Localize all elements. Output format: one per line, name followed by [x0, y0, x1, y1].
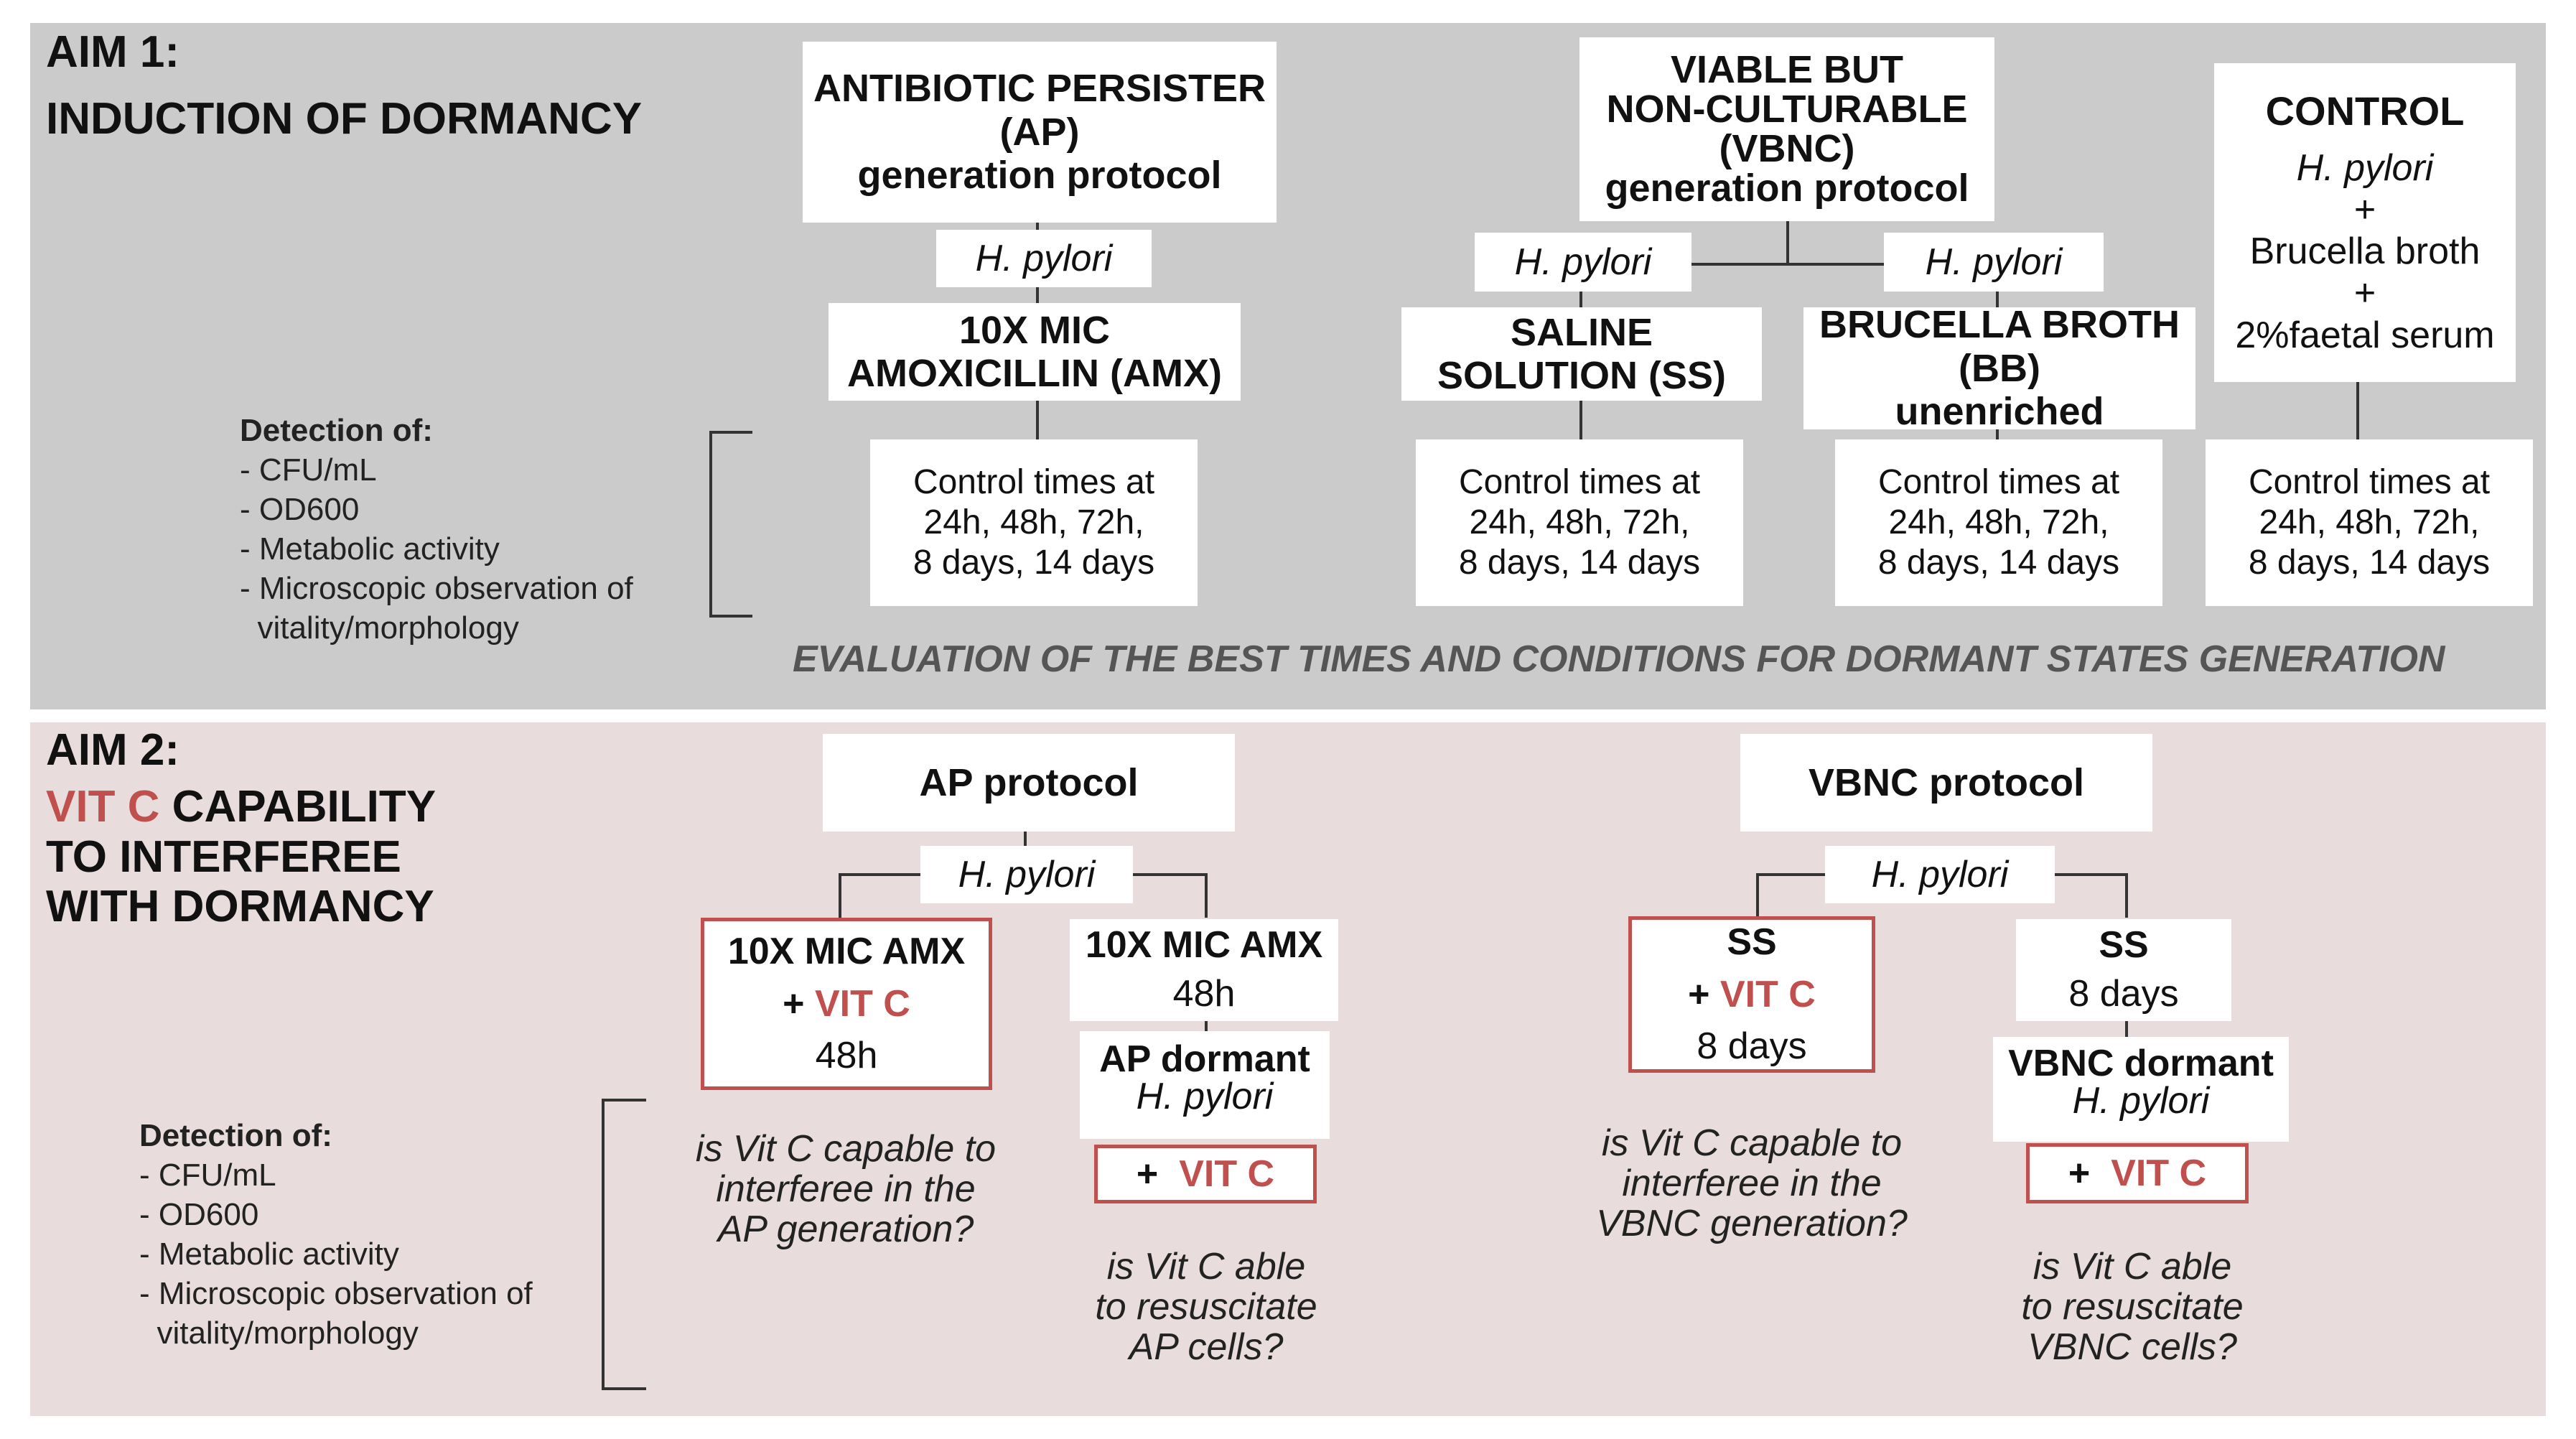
- aim2-ap-protocol-label: AP protocol: [919, 761, 1139, 804]
- question-vbnc-interfere: [1565, 1123, 1938, 1244]
- control-times-control-line1: Control times at: [2248, 463, 2491, 502]
- control-times-ss-line3: 8 days, 14 days: [1458, 543, 1701, 582]
- question-ap-resuscitate-line: to resuscitate: [1095, 1286, 1317, 1328]
- control-medium: Brucella broth: [2249, 230, 2481, 273]
- brucella-line3: unenriched: [1895, 390, 2104, 434]
- ap-amx-vitc-label: VIT C: [814, 982, 910, 1025]
- control-box: [2214, 63, 2516, 382]
- evaluation-caption: EVALUATION OF THE BEST TIMES AND CONDITIONS FOR DORMANT STATES GENERATION: [793, 638, 2445, 680]
- question-vbnc-interfere-line: interferee in the: [1622, 1163, 1882, 1204]
- ss-vitc-label: VIT C: [1719, 973, 1816, 1015]
- ap-vitc-add-box: [1094, 1145, 1317, 1203]
- aim1-detection-item: - OD600: [240, 492, 360, 527]
- aim1-detection-item: vitality/morphology: [240, 610, 519, 646]
- aim2-ap-organism-box: [920, 846, 1133, 903]
- question-ap-interfere-line: is Vit C capable to: [695, 1128, 997, 1170]
- aim2-vbnc-protocol-box: [1740, 734, 2152, 832]
- aim2-detection-item: vitality/morphology: [139, 1315, 419, 1351]
- aim2-vbnc-protocol-label: VBNC protocol: [1809, 761, 2084, 804]
- control-times-control: [2206, 439, 2533, 606]
- control-serum: 2%faetal serum: [2235, 314, 2495, 356]
- control-title: CONTROL: [2265, 88, 2465, 134]
- amx-treatment-box: [829, 303, 1241, 401]
- ap-amx-vitc-time: 48h: [815, 1035, 878, 1077]
- control-times-bb-line1: Control times at: [1877, 463, 2120, 502]
- ap-amx-vitc-plus: +: [783, 982, 805, 1025]
- control-times-bb: [1835, 439, 2162, 606]
- ss-vitc-line1: SS: [1727, 921, 1777, 963]
- question-vbnc-resuscitate-line: is Vit C able: [2033, 1246, 2232, 1287]
- ap-vitc-add-label: VIT C: [1179, 1153, 1275, 1195]
- amx-treatment-line2: AMOXICILLIN (AMX): [847, 352, 1222, 395]
- vbnc-protocol-line3: (VBNC): [1719, 127, 1855, 170]
- aim1-detection-item: - CFU/mL: [240, 452, 377, 488]
- ap-amx-box: [1070, 919, 1338, 1021]
- aim1-title: [46, 27, 642, 144]
- ss-time: 8 days: [2068, 973, 2179, 1015]
- question-vbnc-resuscitate: [1989, 1247, 2276, 1367]
- vbnc-organism-left-label: H. pylori: [1514, 241, 1652, 283]
- aim2-title: [46, 725, 436, 932]
- vbnc-protocol-box: [1579, 37, 1994, 221]
- vbnc-protocol-line4: generation protocol: [1605, 167, 1969, 210]
- question-vbnc-resuscitate-line: to resuscitate: [2021, 1286, 2244, 1328]
- aim2-vbnc-organism-box: [1825, 846, 2055, 903]
- vbnc-dormant-box: [1993, 1037, 2289, 1142]
- question-ap-resuscitate: [1063, 1247, 1350, 1367]
- aim1-detection-list: [240, 411, 633, 648]
- vbnc-protocol-line1: VIABLE BUT: [1671, 47, 1903, 91]
- amx-treatment-line1: 10X MIC: [958, 308, 1111, 352]
- control-times-ss: [1416, 439, 1743, 606]
- question-ap-interfere-line: interferee in the: [716, 1168, 976, 1210]
- ap-dormant-box: [1080, 1031, 1330, 1139]
- aim1-detection-item: - Microscopic observation of: [240, 571, 633, 606]
- ap-organism-label: H. pylori: [975, 238, 1113, 279]
- aim2-title-capability: CAPABILITY: [159, 782, 437, 832]
- control-times-ss-line2: 24h, 48h, 72h,: [1469, 503, 1690, 542]
- aim1-detection-title: Detection of:: [240, 413, 433, 448]
- control-organism: H. pylori: [2296, 146, 2434, 189]
- control-times-control-line3: 8 days, 14 days: [2248, 543, 2491, 582]
- aim1-detection-item: - Metabolic activity: [240, 531, 500, 567]
- vbnc-vitc-add-plus: +: [2068, 1152, 2091, 1194]
- aim1-title-subtitle: INDUCTION OF DORMANCY: [46, 94, 643, 144]
- aim2-ap-protocol-box: [823, 734, 1235, 832]
- control-times-ap: [870, 439, 1198, 606]
- ap-amx-time: 48h: [1172, 973, 1236, 1015]
- aim2-title-line3: TO INTERFEREE: [46, 832, 401, 882]
- ap-dormant-line1: AP dormant: [1099, 1038, 1310, 1080]
- question-ap-resuscitate-line: AP cells?: [1129, 1326, 1284, 1368]
- aim2-title-line4: WITH DORMANCY: [46, 882, 434, 932]
- question-ap-interfere-line: AP generation?: [717, 1209, 974, 1250]
- aim2-detection-item: - Microscopic observation of: [139, 1276, 533, 1311]
- aim2-vbnc-organism-label: H. pylori: [1871, 854, 2009, 895]
- vbnc-vitc-add-label: VIT C: [2111, 1152, 2207, 1194]
- aim2-detection-list: [139, 1116, 533, 1353]
- control-times-ap-line2: 24h, 48h, 72h,: [923, 503, 1144, 542]
- question-ap-interfere: [659, 1129, 1032, 1249]
- ap-amx-vitc-line2: [783, 978, 910, 1030]
- aim2-detection-item: - CFU/mL: [139, 1158, 276, 1193]
- aim2-detection-title: Detection of:: [139, 1118, 332, 1153]
- vbnc-protocol-line2: NON-CULTURABLE: [1606, 87, 1968, 131]
- ap-protocol-line1: ANTIBIOTIC PERSISTER: [813, 67, 1266, 111]
- vbnc-organism-right-label: H. pylori: [1925, 241, 2063, 283]
- control-times-bb-line2: 24h, 48h, 72h,: [1888, 503, 2109, 542]
- aim2-title-label: AIM 2:: [46, 725, 179, 775]
- aim1-title-label: AIM 1:: [46, 27, 179, 77]
- brucella-broth-box: [1803, 303, 2195, 434]
- ss-vitc-time: 8 days: [1697, 1025, 1807, 1068]
- question-vbnc-interfere-line: VBNC generation?: [1596, 1203, 1908, 1244]
- vbnc-dormant-organism: H. pylori: [2072, 1080, 2210, 1122]
- control-times-bb-line3: 8 days, 14 days: [1877, 543, 2120, 582]
- question-vbnc-interfere-line: is Vit C capable to: [1601, 1122, 1903, 1164]
- ap-amx-vitc-box: [701, 918, 992, 1090]
- ss-line1: SS: [2099, 924, 2149, 967]
- ap-vitc-add-plus: +: [1136, 1153, 1159, 1195]
- saline-solution-box: [1401, 307, 1762, 401]
- aim2-ap-organism-label: H. pylori: [958, 854, 1096, 895]
- ap-amx-vitc-line1: 10X MIC AMX: [727, 930, 966, 972]
- ss-vitc-plus: +: [1688, 973, 1710, 1015]
- question-vbnc-resuscitate-line: VBNC cells?: [2027, 1326, 2237, 1368]
- aim2-detection-item: - OD600: [139, 1197, 259, 1232]
- brucella-line2: (BB): [1959, 346, 2040, 390]
- control-times-control-line2: 24h, 48h, 72h,: [2259, 503, 2480, 542]
- ap-organism-box: [936, 230, 1152, 287]
- ap-protocol-line2: (AP): [999, 110, 1080, 154]
- saline-line2: SOLUTION (SS): [1437, 354, 1726, 397]
- aim2-title-vitc: VIT C: [46, 782, 160, 832]
- question-ap-resuscitate-line: is Vit C able: [1106, 1246, 1306, 1287]
- ss-box: [2016, 919, 2231, 1021]
- brucella-line1: BRUCELLA BROTH: [1819, 303, 2180, 347]
- vbnc-organism-right-box: [1884, 233, 2104, 292]
- control-times-ap-line1: Control times at: [913, 463, 1155, 502]
- vbnc-dormant-line1: VBNC dormant: [2008, 1043, 2274, 1084]
- vbnc-organism-left-box: [1475, 233, 1691, 292]
- aim2-detection-item: - Metabolic activity: [139, 1237, 399, 1272]
- ap-protocol-line3: generation protocol: [857, 154, 1222, 197]
- ap-dormant-organism: H. pylori: [1136, 1076, 1274, 1117]
- ap-amx-line1: 10X MIC AMX: [1085, 924, 1323, 967]
- control-times-ss-line1: Control times at: [1458, 463, 1701, 502]
- aim2-title-line2: [46, 782, 436, 832]
- ss-vitc-box: [1628, 916, 1875, 1073]
- vbnc-vitc-add-box: [2026, 1143, 2249, 1203]
- control-plus1: +: [2353, 189, 2376, 230]
- control-plus2: +: [2353, 272, 2376, 315]
- ss-vitc-line2: [1688, 969, 1816, 1021]
- control-times-ap-line3: 8 days, 14 days: [913, 543, 1155, 582]
- saline-line1: SALINE: [1510, 310, 1653, 354]
- ap-protocol-box: [803, 42, 1277, 223]
